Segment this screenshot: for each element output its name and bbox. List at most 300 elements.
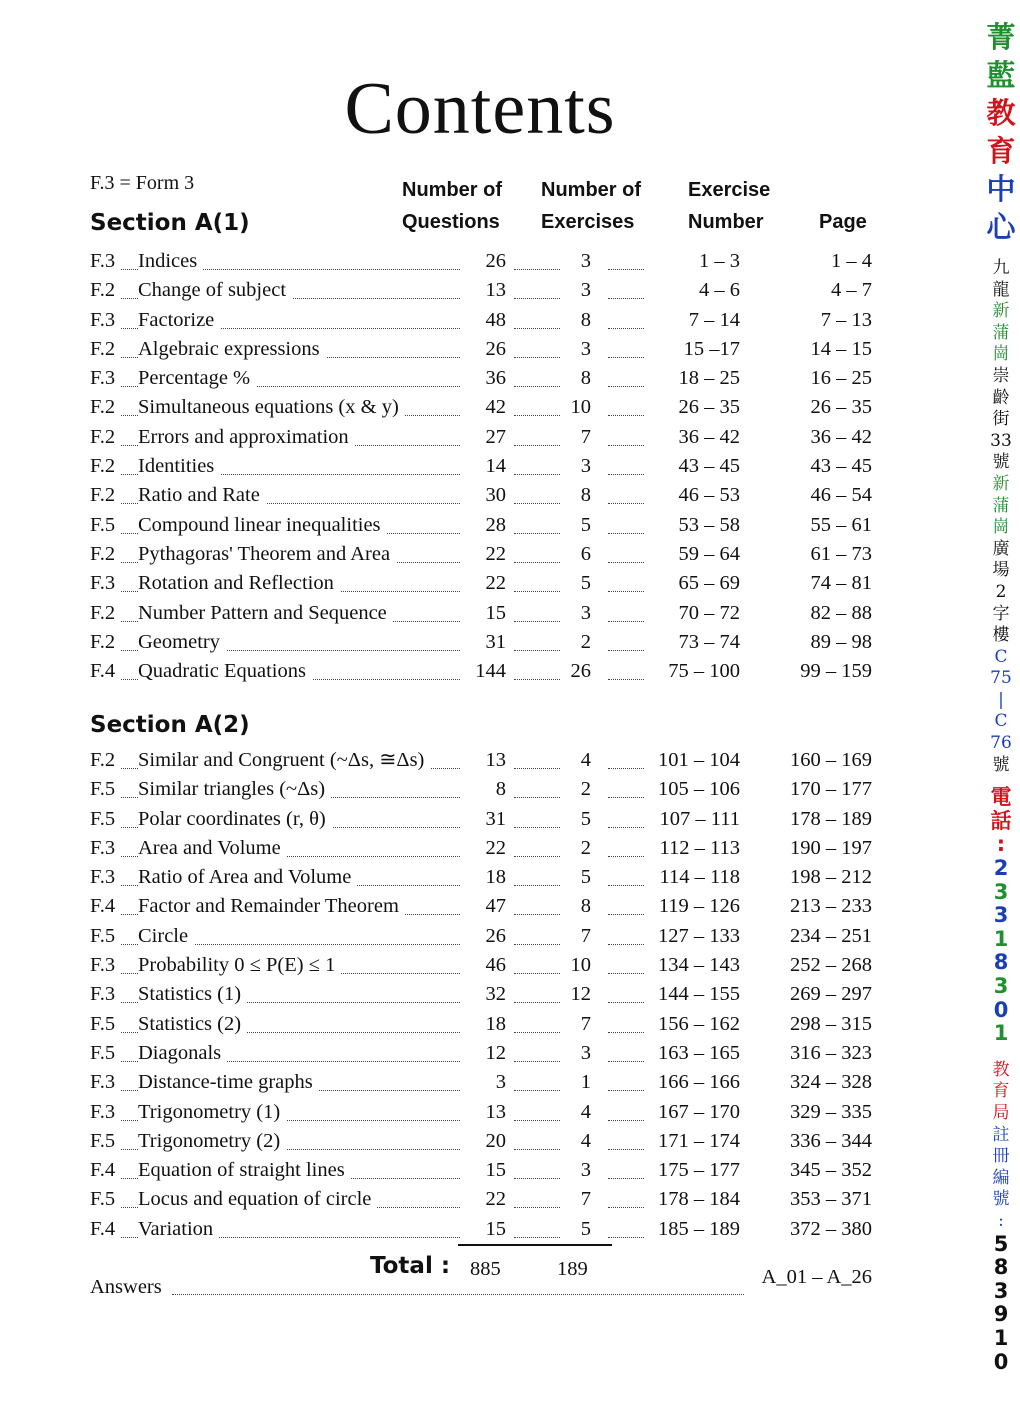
row-page: 213 – 233 (790, 895, 872, 918)
leader-dots (514, 671, 560, 680)
row-questions: 22 (485, 836, 506, 859)
section-a1-title: Section A(1) (90, 210, 250, 236)
row-page: 43 – 45 (810, 455, 872, 478)
leader-dots (608, 1199, 644, 1208)
row-topic: Errors and approximation (138, 423, 355, 452)
row-page: 329 – 335 (790, 1100, 872, 1123)
toc-row (90, 1156, 880, 1185)
registration-label-char: 育 (992, 1081, 1010, 1102)
registration-label-char: 教 (992, 1059, 1010, 1080)
row-exercises: 3 (580, 601, 591, 624)
registration-digit: 9 (993, 1302, 1009, 1327)
org-name-char: 藍 (986, 58, 1016, 92)
row-form: F.2 (90, 276, 121, 305)
toc-row (90, 1215, 880, 1244)
leader-dots (608, 848, 644, 857)
row-topic: Probability 0 ≤ P(E) ≤ 1 (138, 951, 341, 980)
phone-digit: 3 (993, 903, 1009, 928)
row-page: 46 – 54 (810, 484, 872, 507)
registration-digit: 8 (993, 1255, 1009, 1280)
address-char: 76 (990, 733, 1012, 754)
toc-row (90, 1185, 880, 1214)
leader-dots (514, 378, 560, 387)
row-topic: Trigonometry (2) (138, 1127, 286, 1156)
row-questions: 47 (485, 895, 506, 918)
leader-dots (514, 1199, 560, 1208)
row-topic: Locus and equation of circle (138, 1185, 377, 1214)
toc-row (90, 892, 880, 921)
row-exercises: 8 (580, 367, 591, 390)
row-form: F.3 (90, 306, 121, 335)
row-exercise-number: 134 – 143 (658, 954, 740, 977)
leader-dots (608, 1170, 644, 1179)
answers-label: Answers (90, 1276, 166, 1299)
row-page: 4 – 7 (831, 279, 872, 302)
leader-dots (608, 466, 644, 475)
row-exercise-number: 167 – 170 (658, 1100, 740, 1123)
row-topic: Statistics (2) (138, 1010, 247, 1039)
row-topic: Ratio of Area and Volume (138, 863, 357, 892)
row-form: F.3 (90, 951, 121, 980)
row-exercises: 8 (580, 484, 591, 507)
row-questions: 22 (485, 542, 506, 565)
toc-row (90, 951, 880, 980)
row-questions: 13 (485, 1100, 506, 1123)
leader-dots (514, 819, 560, 828)
row-form: F.2 (90, 423, 121, 452)
row-questions: 15 (485, 1217, 506, 1240)
registration-digit: 3 (993, 1278, 1009, 1303)
row-topic: Factor and Remainder Theorem (138, 892, 405, 921)
row-topic: Similar and Congruent (~Δs, ≅Δs) (138, 746, 430, 775)
row-exercises: 7 (580, 924, 591, 947)
row-page: 234 – 251 (790, 924, 872, 947)
row-questions: 26 (485, 250, 506, 272)
row-form: F.5 (90, 775, 121, 804)
toc-row (90, 863, 880, 892)
row-questions: 28 (485, 513, 506, 536)
address-char: 新 (992, 301, 1010, 322)
row-page: 170 – 177 (790, 778, 872, 801)
address-char: 街 (992, 409, 1010, 430)
toc-row (90, 276, 880, 305)
registration-digit: 1 (993, 1325, 1009, 1350)
row-topic: Algebraic expressions (138, 335, 326, 364)
row-form: F.2 (90, 452, 121, 481)
row-page: 324 – 328 (790, 1071, 872, 1094)
leader-dots (514, 1112, 560, 1121)
row-questions: 22 (485, 1188, 506, 1211)
row-exercises: 5 (580, 866, 591, 889)
leader-dots (608, 994, 644, 1003)
row-page: 99 – 159 (800, 660, 872, 683)
row-exercise-number: 53 – 58 (678, 513, 740, 536)
row-exercise-number: 75 – 100 (668, 660, 740, 683)
row-exercise-number: 171 – 174 (658, 1129, 740, 1152)
leader-dots (608, 789, 644, 798)
phone-digit: 0 (993, 997, 1009, 1022)
toc-row (90, 775, 880, 804)
leader-dots (608, 290, 644, 299)
row-exercises: 1 (580, 1071, 591, 1094)
toc-row (90, 481, 880, 510)
leader-dots (514, 1024, 560, 1033)
row-form: F.4 (90, 1156, 121, 1185)
row-page: 252 – 268 (790, 954, 872, 977)
row-form: F.3 (90, 834, 121, 863)
org-name-char: 心 (986, 210, 1016, 244)
leader-dots (608, 261, 644, 270)
row-page: 198 – 212 (790, 866, 872, 889)
phone-digit: 1 (993, 1021, 1009, 1046)
row-exercise-number: 1 – 3 (699, 250, 740, 272)
row-questions: 20 (485, 1129, 506, 1152)
leader-dots (514, 261, 560, 270)
leader-dots (514, 407, 560, 416)
row-questions: 48 (485, 308, 506, 331)
row-page: 26 – 35 (810, 396, 872, 419)
row-page: 316 – 323 (790, 1041, 872, 1064)
leader-dots (608, 760, 644, 769)
row-form: F.5 (90, 511, 121, 540)
row-page: 160 – 169 (790, 749, 872, 771)
leader-dots (608, 1082, 644, 1091)
row-exercises: 2 (580, 836, 591, 859)
leader-dots (514, 1170, 560, 1179)
row-form: F.5 (90, 1010, 121, 1039)
row-exercise-number: 178 – 184 (658, 1188, 740, 1211)
leader-dots (608, 1112, 644, 1121)
leader-dots (514, 760, 560, 769)
row-questions: 36 (485, 367, 506, 390)
registration-label-char: 號 (992, 1189, 1010, 1210)
row-exercise-number: 127 – 133 (658, 924, 740, 947)
row-page: 55 – 61 (810, 513, 872, 536)
leader-dots (608, 378, 644, 387)
row-topic: Similar triangles (~Δs) (138, 775, 331, 804)
form-note: F.3 = Form 3 (90, 172, 195, 194)
row-exercise-number: 105 – 106 (658, 778, 740, 801)
row-form: F.2 (90, 540, 121, 569)
leader-dots (514, 994, 560, 1003)
row-exercises: 10 (570, 954, 591, 977)
toc-row (90, 834, 880, 863)
row-exercise-number: 101 – 104 (658, 749, 740, 771)
leader-dots (608, 877, 644, 886)
phone-label-char: : (996, 832, 1006, 857)
registration-digit: 5 (993, 1231, 1009, 1256)
leader-dots (608, 671, 644, 680)
toc-row (90, 1068, 880, 1097)
row-form: F.3 (90, 863, 121, 892)
leader-dots (514, 642, 560, 651)
row-topic: Simultaneous equations (x & y) (138, 393, 405, 422)
row-questions: 18 (485, 866, 506, 889)
row-page: 16 – 25 (810, 367, 872, 390)
row-exercise-number: 166 – 166 (658, 1071, 740, 1094)
row-exercises: 3 (580, 1159, 591, 1182)
leader-dots (608, 583, 644, 592)
phone-digit: 3 (993, 879, 1009, 904)
header-questions: Number of Questions (402, 179, 502, 233)
row-form: F.5 (90, 1039, 121, 1068)
row-questions: 46 (485, 954, 506, 977)
toc-row (90, 306, 880, 335)
registration-digit: 0 (993, 1349, 1009, 1374)
leader-dots (514, 1141, 560, 1150)
toc-row (90, 364, 880, 393)
leader-dots (608, 1229, 644, 1238)
toc-row (90, 569, 880, 598)
row-topic: Distance-time graphs (138, 1068, 319, 1097)
row-exercises: 3 (580, 337, 591, 360)
leader-dots (514, 936, 560, 945)
row-page: 190 – 197 (790, 836, 872, 859)
row-topic: Number Pattern and Sequence (138, 599, 393, 628)
row-topic: Change of subject (138, 276, 292, 305)
leader-dots (608, 1024, 644, 1033)
leader-dots (608, 349, 644, 358)
header-exercise-number: Exercise Number (688, 179, 771, 233)
row-questions: 18 (485, 1012, 506, 1035)
address-char: 字 (992, 603, 1010, 624)
row-questions: 12 (485, 1041, 506, 1064)
row-topic: Equation of straight lines (138, 1156, 351, 1185)
row-page: 336 – 344 (790, 1129, 872, 1152)
row-form: F.2 (90, 481, 121, 510)
row-form: F.2 (90, 628, 121, 657)
row-questions: 32 (485, 983, 506, 1006)
total-questions: 885 (470, 1258, 501, 1280)
row-questions: 15 (485, 601, 506, 624)
org-name-char: 菁 (986, 20, 1016, 54)
toc-row (90, 1098, 880, 1127)
row-exercise-number: 185 – 189 (658, 1217, 740, 1240)
leader-dots (608, 1141, 644, 1150)
row-questions: 30 (485, 484, 506, 507)
row-exercises: 10 (570, 396, 591, 419)
leader-dots (608, 965, 644, 974)
answers-pages: A_01 – A_26 (761, 1266, 872, 1288)
address-char: 崇 (992, 365, 1010, 386)
row-exercises: 5 (580, 572, 591, 595)
phone-label-char: 話 (990, 808, 1012, 833)
registration-label-char: 冊 (992, 1146, 1010, 1167)
row-exercise-number: 156 – 162 (658, 1012, 740, 1035)
row-exercise-number: 7 – 14 (688, 308, 740, 331)
leader-dots (514, 554, 560, 563)
leader-dots (514, 320, 560, 329)
row-questions: 15 (485, 1159, 506, 1182)
address-char: 齡 (992, 387, 1010, 408)
row-page: 1 – 4 (831, 250, 872, 272)
total-rule (458, 1244, 612, 1246)
row-exercises: 2 (580, 778, 591, 801)
row-page: 61 – 73 (810, 542, 872, 565)
row-exercise-number: 65 – 69 (678, 572, 740, 595)
row-exercise-number: 15 –17 (683, 337, 740, 360)
row-exercises: 6 (580, 542, 591, 565)
row-exercises: 8 (580, 308, 591, 331)
phone-digit: 3 (993, 974, 1009, 998)
row-questions: 26 (485, 337, 506, 360)
row-page: 269 – 297 (790, 983, 872, 1006)
row-exercise-number: 4 – 6 (699, 279, 740, 302)
header-page: Page (819, 211, 867, 233)
toc-row (90, 1010, 880, 1039)
leader-dots (514, 466, 560, 475)
row-topic: Geometry (138, 628, 226, 657)
leader-dots (608, 407, 644, 416)
leader-dots (608, 613, 644, 622)
row-form: F.5 (90, 922, 121, 951)
toc-row (90, 393, 880, 422)
leader-dots (608, 1053, 644, 1062)
leader-dots (514, 1082, 560, 1091)
row-questions: 26 (485, 924, 506, 947)
row-exercises: 7 (580, 425, 591, 448)
row-exercises: 5 (580, 807, 591, 830)
row-page: 7 – 13 (820, 308, 872, 331)
leader-dots (608, 320, 644, 329)
row-exercises: 8 (580, 895, 591, 918)
leader-dots (514, 965, 560, 974)
row-page: 178 – 189 (790, 807, 872, 830)
row-form: F.2 (90, 746, 121, 775)
row-questions: 31 (485, 630, 506, 653)
row-questions: 14 (485, 455, 506, 478)
leader-dots (514, 906, 560, 915)
toc-row (90, 452, 880, 481)
row-topic: Trigonometry (1) (138, 1098, 286, 1127)
address-char: 崗 (992, 517, 1010, 538)
row-form: F.2 (90, 335, 121, 364)
registration-label-char: 註 (992, 1124, 1010, 1145)
toc-row (90, 1039, 880, 1068)
page-title: Contents (344, 68, 616, 150)
leader-dots (514, 848, 560, 857)
row-exercises: 4 (580, 749, 591, 771)
section-a1-list (90, 247, 880, 686)
row-form: F.3 (90, 247, 121, 276)
address-char: 龍 (992, 279, 1010, 300)
total-exercises: 189 (557, 1258, 588, 1280)
phone-digit: 1 (993, 926, 1009, 951)
leader-dots (608, 906, 644, 915)
total-label: Total : (370, 1253, 451, 1279)
row-questions: 13 (485, 279, 506, 302)
row-questions: 144 (475, 660, 506, 683)
toc-row (90, 657, 880, 686)
leader-dots (514, 525, 560, 534)
leader-dots (514, 1229, 560, 1238)
leader-dots (514, 1053, 560, 1062)
address-char: 廣 (992, 538, 1010, 559)
row-exercise-number: 119 – 126 (658, 895, 740, 918)
row-exercises: 3 (580, 455, 591, 478)
row-exercise-number: 43 – 45 (678, 455, 740, 478)
phone-digit: 2 (993, 856, 1009, 881)
section-a2-title: Section A(2) (90, 712, 250, 738)
leader-dots (608, 819, 644, 828)
row-exercise-number: 107 – 111 (659, 807, 740, 830)
org-name-char: 中 (986, 172, 1016, 206)
address-char: 2 (995, 581, 1007, 602)
sidebar-banner (982, 18, 1020, 1374)
org-name-char: 教 (986, 96, 1016, 130)
leader-dots (608, 495, 644, 504)
row-topic: Rotation and Reflection (138, 569, 340, 598)
row-exercise-number: 163 – 165 (658, 1041, 740, 1064)
address-char: 75 (990, 668, 1012, 689)
row-exercises: 3 (580, 1041, 591, 1064)
row-exercises: 4 (580, 1129, 591, 1152)
row-exercises: 12 (570, 983, 591, 1006)
address-char: 號 (992, 452, 1010, 473)
row-page: 89 – 98 (810, 630, 872, 653)
leader-dots (514, 789, 560, 798)
row-topic: Factorize (138, 306, 220, 335)
toc-row (90, 599, 880, 628)
row-page: 372 – 380 (790, 1217, 872, 1240)
row-page: 353 – 371 (790, 1188, 872, 1211)
row-exercise-number: 18 – 25 (678, 367, 740, 390)
registration-label-char: 局 (992, 1102, 1010, 1123)
row-exercise-number: 26 – 35 (678, 396, 740, 419)
phone-digit: 8 (993, 950, 1009, 975)
row-topic: Polar coordinates (r, θ) (138, 805, 332, 834)
toc-row (90, 628, 880, 657)
leader-dots (608, 642, 644, 651)
row-topic: Statistics (1) (138, 980, 247, 1009)
row-page: 82 – 88 (810, 601, 872, 624)
row-topic: Area and Volume (138, 834, 287, 863)
row-page: 36 – 42 (810, 425, 872, 448)
address-char: 崗 (992, 344, 1010, 365)
row-exercise-number: 73 – 74 (678, 630, 740, 653)
row-exercises: 26 (570, 660, 591, 683)
row-exercises: 7 (580, 1188, 591, 1211)
row-topic: Ratio and Rate (138, 481, 266, 510)
row-page: 298 – 315 (790, 1012, 872, 1035)
row-topic: Indices (138, 247, 203, 276)
row-questions: 3 (495, 1071, 506, 1094)
row-exercises: 2 (580, 630, 591, 653)
row-form: F.5 (90, 805, 121, 834)
row-questions: 8 (495, 778, 506, 801)
section-a2-list (90, 746, 880, 1244)
row-exercise-number: 114 – 118 (659, 866, 740, 889)
row-exercises: 5 (580, 513, 591, 536)
row-exercise-number: 36 – 42 (678, 425, 740, 448)
row-questions: 31 (485, 807, 506, 830)
header-exercises: Number of Exercises (541, 179, 641, 233)
toc-row (90, 511, 880, 540)
row-form: F.4 (90, 1215, 121, 1244)
toc-row (90, 540, 880, 569)
row-form: F.3 (90, 1068, 121, 1097)
row-page: 74 – 81 (810, 572, 872, 595)
row-exercise-number: 59 – 64 (678, 542, 740, 565)
leader-dots (608, 437, 644, 446)
row-exercises: 3 (580, 279, 591, 302)
row-form: F.3 (90, 364, 121, 393)
row-topic: Percentage % (138, 364, 256, 393)
address-char: 九 (992, 258, 1010, 278)
phone-label-char: 電 (990, 785, 1012, 810)
row-topic: Pythagoras' Theorem and Area (138, 540, 396, 569)
row-exercise-number: 144 – 155 (658, 983, 740, 1006)
